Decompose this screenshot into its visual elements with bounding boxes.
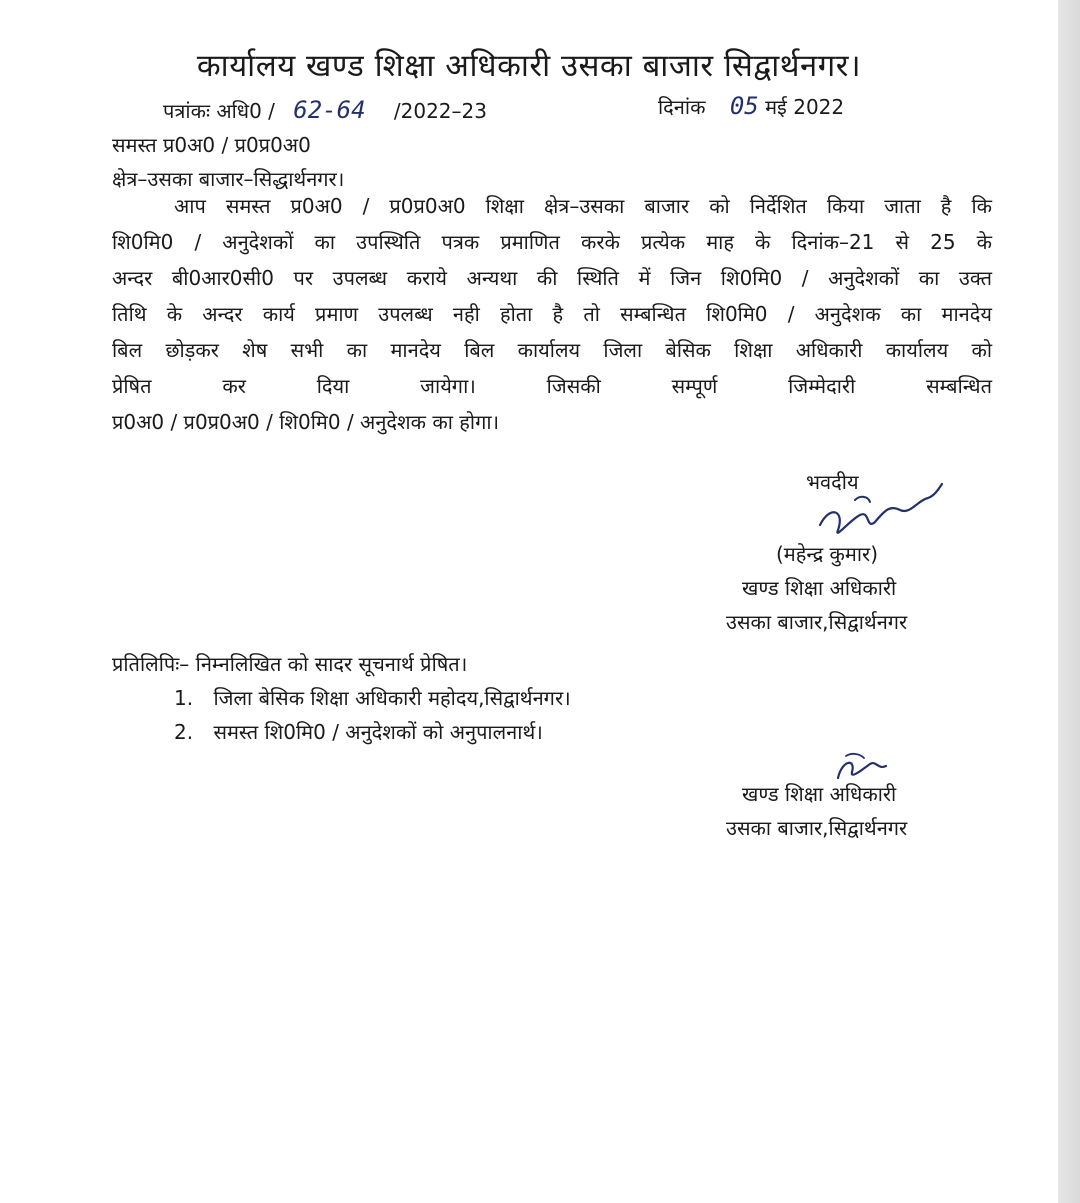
date-day: 05: [729, 92, 759, 120]
recipient-line-1: समस्त प्र0अ0 / प्र0प्र0अ0: [112, 133, 311, 157]
reference-year: /2022–23: [393, 99, 487, 123]
copy-item-number: 2.: [174, 720, 194, 744]
office-title: कार्यालय खण्ड शिक्षा अधिकारी उसका बाजार सिद्वार्थनगर।: [196, 48, 862, 84]
reference-label: पत्रांकः अधि0 /: [163, 99, 275, 123]
date-line: [658, 92, 844, 120]
body-paragraph: [112, 188, 992, 440]
copy-item-number: 1.: [174, 686, 194, 710]
signatory-designation-2: खण्ड शिक्षा अधिकारी: [742, 782, 897, 806]
reference-line: [163, 96, 487, 124]
signatory-place-2: उसका बाजार,सिद्वार्थनगर: [726, 816, 908, 840]
body-line: प्रेषित कर दिया जायेगा। जिसकी सम्पूर्ण जिम्मेदारी सम्बन्धित: [112, 374, 992, 398]
reference-number: 62-64: [293, 96, 366, 124]
copy-item-text: जिला बेसिक शिक्षा अधिकारी महोदय,सिद्वार्थनगर।: [213, 686, 571, 710]
body-line: बिल छोड़कर शेष सभी का मानदेय बिल कार्यालय जिला बेसिक शिक्षा अधिकारी कार्यालय को: [112, 338, 992, 362]
page-edge: [1058, 0, 1080, 1203]
date-label: दिनांक: [658, 95, 706, 119]
signatory-name: (महेन्द्र कुमार): [776, 542, 879, 566]
body-line: प्र0अ0 / प्र0प्र0अ0 / शि0मि0 / अनुदेशक का होगा।: [112, 410, 500, 434]
copy-item-1: [174, 684, 571, 711]
body-line: आप समस्त प्र0अ0 / प्र0प्र0अ0 शिक्षा क्षेत्र–उसका बाजार को निर्देशित किया जाता है कि: [174, 194, 992, 218]
salutation: भवदीय: [806, 470, 859, 494]
signatory-place: उसका बाजार,सिद्वार्थनगर: [726, 610, 908, 634]
copy-item-2: [174, 718, 543, 745]
body-line: तिथि के अन्दर कार्य प्रमाण उपलब्ध नही होता है तो सम्बन्धित शि0मि0 / अनुदेशक का मानदेय: [112, 302, 992, 326]
date-month-year: मई 2022: [765, 95, 845, 119]
signatory-designation: खण्ड शिक्षा अधिकारी: [742, 576, 897, 600]
body-line: अन्दर बी0आर0सी0 पर उपलब्ध कराये अन्यथा की स्थिति में जिन शि0मि0 / अनुदेशकों का उक्त: [112, 266, 992, 290]
copy-heading: प्रतिलिपिः– निम्नलिखित को सादर सूचनार्थ प्रेषित।: [112, 652, 468, 676]
copy-item-text: समस्त शि0मि0 / अनुदेशकों को अनुपालनार्थ।: [213, 720, 543, 744]
recipient-line-2: क्षेत्र–उसका बाजार–सिद्धार्थनगर।: [112, 167, 345, 191]
body-line: शि0मि0 / अनुदेशकों का उपस्थिति पत्रक प्रमाणित करके प्रत्येक माह के दिनांक–21 से 25 के: [112, 230, 992, 254]
